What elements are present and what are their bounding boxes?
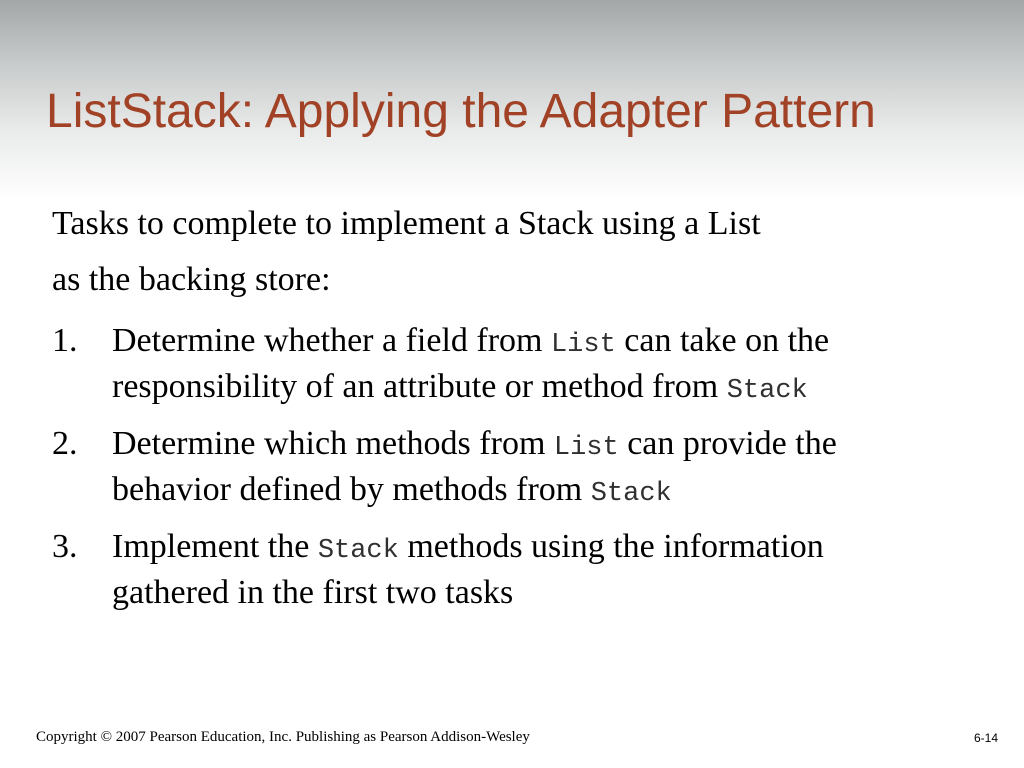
task-line	[112, 423, 982, 469]
task-line	[112, 366, 982, 412]
code-term: Stack	[590, 479, 672, 509]
task-text: gathered in the first two tasks	[112, 574, 514, 611]
task-text: behavior defined by methods from	[112, 471, 591, 508]
task-text: can provide the	[618, 425, 837, 462]
task-item-3	[52, 526, 982, 614]
task-item-2	[52, 423, 982, 515]
code-term: List	[553, 433, 619, 463]
task-line	[112, 572, 982, 614]
task-line	[112, 320, 982, 366]
task-number: 2.	[52, 425, 78, 462]
task-item-1	[52, 320, 982, 412]
code-term: List	[550, 330, 616, 360]
code-term: Stack	[726, 376, 808, 406]
task-text: methods using the information	[398, 528, 824, 565]
task-text: can take on the	[615, 322, 830, 359]
task-list	[52, 320, 982, 614]
task-text: responsibility of an attribute or method from	[112, 368, 727, 405]
task-number: 1.	[52, 322, 78, 359]
task-text: Determine which methods from	[112, 425, 554, 462]
intro-line-2: as the backing store:	[52, 261, 331, 298]
task-number: 3.	[52, 528, 78, 565]
task-line	[112, 526, 982, 572]
task-line	[112, 469, 982, 515]
slide-number: 6-14	[973, 731, 998, 745]
task-text: Determine whether a field from	[112, 322, 551, 359]
intro-line-1: Tasks to complete to implement a Stack using a List	[52, 205, 761, 242]
code-term: Stack	[317, 536, 399, 566]
copyright-notice: Copyright © 2007 Pearson Education, Inc. Publishing as Pearson Addison-Wesley	[36, 729, 530, 745]
intro-text	[52, 196, 972, 308]
task-text: Implement the	[112, 528, 318, 565]
slide-title: ListStack: Applying the Adapter Pattern	[46, 85, 876, 138]
